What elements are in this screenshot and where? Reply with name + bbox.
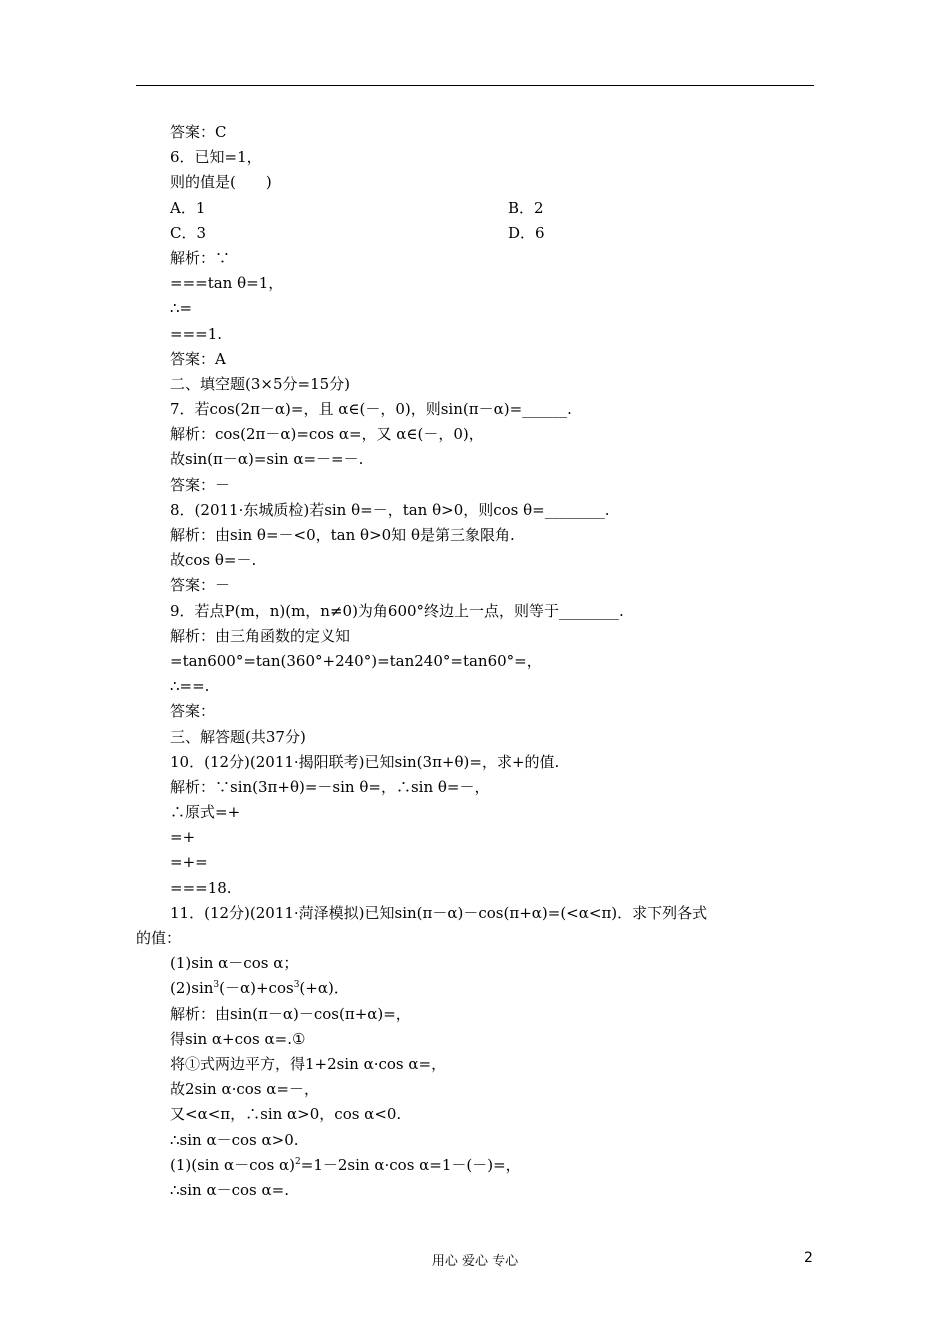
header-rule (136, 85, 814, 86)
page-body (136, 120, 816, 1203)
question-11-cont: 的值： (136, 929, 182, 947)
page-number: 2 (804, 1250, 813, 1266)
option-c: C．3 (170, 223, 207, 242)
answer-line: 答案：A (170, 349, 226, 368)
solution-line: 解析：∵ (170, 248, 231, 267)
solution-line: =tan600°=tan(360°+240°)=tan240°=tan60°=， (170, 651, 542, 670)
solution-line: 故cos θ=－. (170, 551, 257, 570)
text-run: =1－2sin α·cos α=1－(－)=， (300, 1155, 521, 1174)
option-a: A．1 (170, 198, 206, 217)
solution-line: 故sin(π－α)=sin α=－=－. (170, 450, 364, 469)
question-10: 10．(12分)(2011·揭阳联考)已知sin(3π+θ)=，求+的值. (170, 752, 560, 771)
solution-line: =+= (170, 853, 208, 872)
solution-line: =+ (170, 828, 196, 847)
section-heading: 三、解答题(共37分) (170, 727, 306, 746)
solution-line: ∴sin α－cos α>0. (170, 1130, 299, 1149)
options-row-cd (136, 221, 816, 246)
solution-line: ∴sin α－cos α=. (170, 1180, 289, 1199)
option-b: B．2 (508, 198, 544, 217)
page-footer: 用心 爱心 专心 (431, 1254, 519, 1269)
solution-line: ===1. (170, 324, 223, 343)
question-9: 9．若点P(m，n)(m，n≠0)为角600°终边上一点，则等于________. (170, 601, 624, 620)
answer-line: 答案：－ (170, 475, 231, 494)
subquestion-2 (136, 976, 816, 1001)
solution-line: ===18. (170, 878, 232, 897)
solution-line: 解析：由sin(π－α)－cos(π+α)=， (170, 1004, 411, 1023)
question-7: 7．若cos(2π－α)=，且 α∈(－，0)，则sin(π－α)=______. (170, 400, 572, 419)
text-run: (+α)． (299, 979, 349, 998)
solution-line: ∴==. (170, 677, 210, 696)
superscript: 2 (295, 1156, 301, 1167)
question-11: 11．(12分)(2011·菏泽模拟)已知sin(π－α)－cos(π+α)=(<α<π)．求下列各式 (170, 903, 708, 922)
solution-line: ===tan θ=1， (170, 274, 284, 293)
solution-line: 故2sin α·cos α=－， (170, 1080, 319, 1099)
superscript: 3 (213, 980, 220, 991)
solution-line (136, 1153, 816, 1178)
subquestion-1: (1)sin α－cos α； (170, 954, 299, 973)
text-run: (2)sin (170, 979, 214, 998)
text-run: (－α)+cos (219, 979, 294, 998)
superscript: 3 (293, 980, 300, 991)
options-row-ab (136, 196, 816, 221)
solution-line: 解析：由三角函数的定义知 (170, 626, 351, 645)
option-d: D．6 (508, 223, 545, 242)
solution-line: 解析：∵sin(3π+θ)=－sin θ=，∴sin θ=－， (170, 777, 490, 796)
section-heading: 二、填空题(3×5分=15分) (170, 374, 351, 393)
answer-line: 答案： (170, 702, 216, 721)
solution-line: 得sin α+cos α=.① (170, 1029, 306, 1048)
question-8: 8．(2011·东城质检)若sin θ=－，tan θ>0，则cos θ=________. (170, 500, 610, 519)
question-6-stem: 则的值是( ) (170, 173, 272, 192)
solution-line: 将①式两边平方，得1+2sin α·cos α=， (170, 1054, 447, 1073)
answer-line: 答案：C (170, 123, 227, 141)
solution-line: 又<α<π，∴sin α>0，cos α<0. (170, 1105, 402, 1124)
answer-line: 答案：－ (170, 576, 231, 595)
question-6: 6．已知=1， (170, 148, 262, 167)
solution-line: 解析：由sin θ=－<0，tan θ>0知 θ是第三象限角. (170, 526, 515, 544)
solution-line: ∴= (170, 299, 193, 318)
text-run: (1)(sin α－cos α) (170, 1155, 296, 1174)
solution-line: 解析：cos(2π－α)=cos α=，又 α∈(－，0)， (170, 425, 484, 444)
solution-line: ∴原式=+ (170, 803, 241, 822)
